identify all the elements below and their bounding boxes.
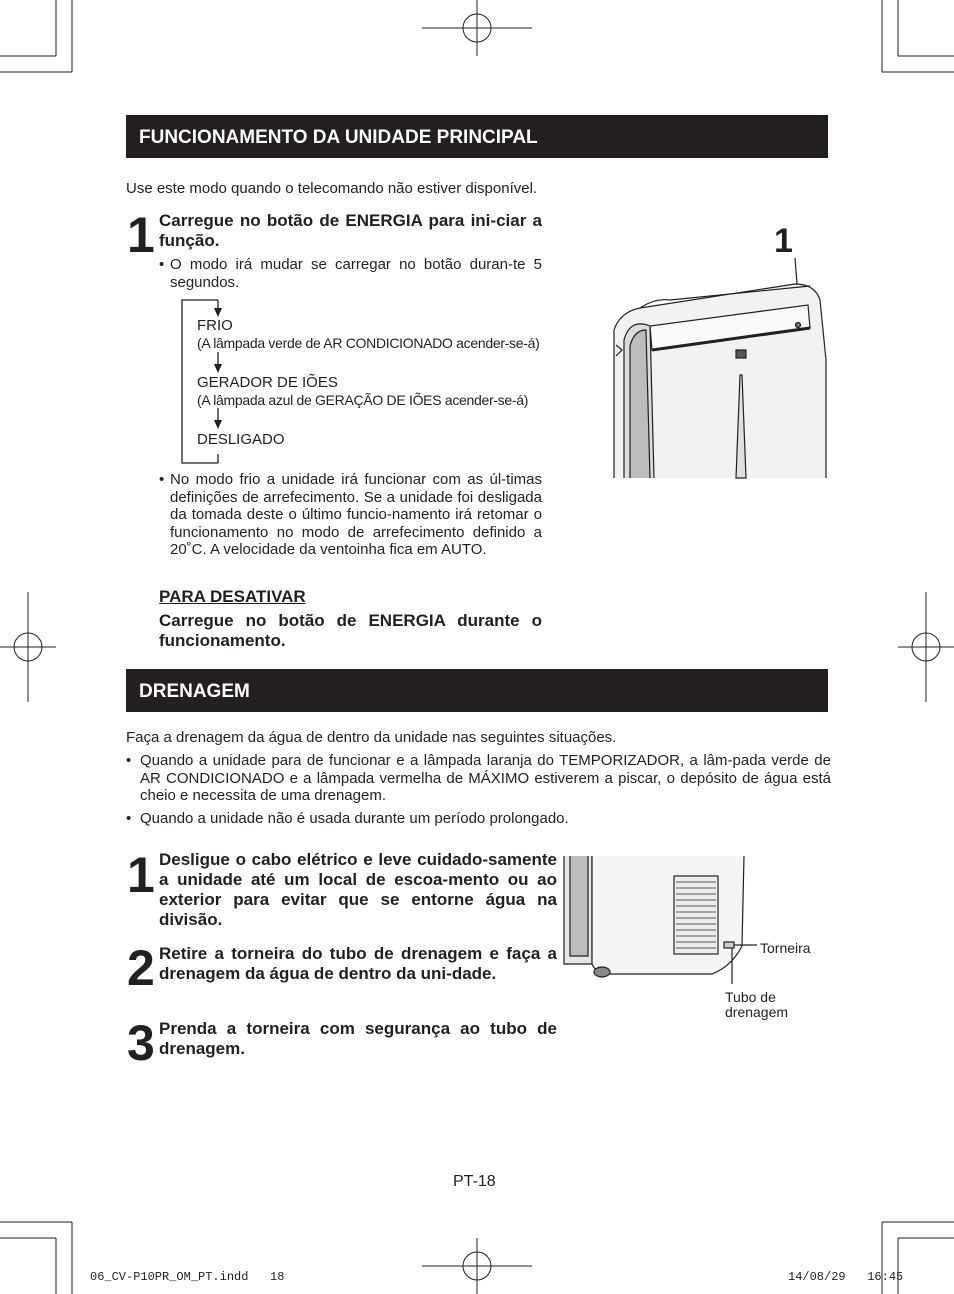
drain-illustration (562, 856, 762, 986)
drain-step-text-1: Desligue o cabo elétrico e leve cuidado-samente a unidade até um local de escoa-mento ou ao exterior para evitar que se entorne água na divisão. (159, 850, 557, 929)
page-number: PT-18 (453, 1173, 496, 1190)
disable-text: Carregue no botão de ENERGIA durante o funcionamento. (159, 611, 542, 650)
bullet-mode-change (159, 256, 542, 291)
label-torneira: Torneira (760, 940, 811, 956)
drain-step-text-3: Prenda a torneira com segurança ao tubo de drenagem. (159, 1019, 557, 1058)
disable-heading: PARA DESATIVAR (159, 587, 306, 606)
step-number: 1 (127, 207, 153, 263)
footer-filename: 06_CV-P10PR_OM_PT.indd 18 (90, 1270, 285, 1284)
section-header-drenagem: DRENAGEM (126, 669, 828, 712)
flow-frio-sub: (A lâmpada verde de AR CONDICIONADO acender-se-á) (197, 335, 540, 351)
flow-frio: FRIO (197, 317, 233, 334)
drain-step-number-1: 1 (127, 847, 153, 903)
footer-date: 14/08/29 16:45 (788, 1270, 904, 1284)
section2-intro: Faça a drenagem da água de dentro da unidade nas seguintes situações. (126, 729, 617, 746)
flow-gerador: GERADOR DE IÕES (197, 374, 338, 391)
bullet-cold-mode (159, 471, 542, 559)
label-tubo-drenagem: Tubo de drenagem (725, 989, 789, 1020)
drain-bullet-full (126, 752, 831, 805)
bullet-text: No modo frio a unidade irá funcionar com as úl-timas definições de arrefecimento. Se a unidade foi desligada da tomada deste o último funcio-namento irá retomar o funcionamento no modo de arrefecimento definido a 20˚C. A velocidade da ventoinha fica em AUTO. (170, 471, 542, 558)
drain-bullet-unused (126, 810, 831, 828)
step-text: Carregue no botão de ENERGIA para ini-ciar a função. (159, 211, 542, 250)
bullet-dot: • (126, 810, 132, 827)
flow-desligado: DESLIGADO (197, 431, 285, 448)
bullet-text: O modo irá mudar se carregar no botão duran-te 5 segundos. (170, 256, 542, 291)
drain-step-text-2: Retire a torneira do tubo de drenagem e faça a drenagem da água de dentro da uni-dade. (159, 944, 557, 983)
figure-label-1: 1 (774, 222, 793, 260)
section-header-funcionamento: FUNCIONAMENTO DA UNIDADE PRINCIPAL (126, 115, 828, 158)
drain-step-number-2: 2 (127, 940, 153, 996)
flow-gerador-sub: (A lâmpada azul de GERAÇÃO DE IÕES acender-se-á) (197, 392, 529, 408)
section1-intro: Use este modo quando o telecomando não estiver disponível. (126, 180, 538, 197)
drain-step-number-3: 3 (127, 1015, 153, 1071)
bullet-text: Quando a unidade para de funcionar e a lâmpada laranja do TEMPORIZADOR, a lâm-pada verde de AR CONDICIONADO e a lâmpada vermelha de MÁXIMO estiverem a piscar, o depósito de água está cheio e necessita de uma drenagem. (140, 752, 831, 804)
bullet-text: Quando a unidade não é usada durante um período prolongado. (140, 810, 569, 827)
bullet-dot: • (159, 471, 165, 488)
bullet-dot: • (159, 256, 165, 273)
bullet-dot: • (126, 752, 132, 769)
unit-illustration-top (610, 250, 830, 480)
